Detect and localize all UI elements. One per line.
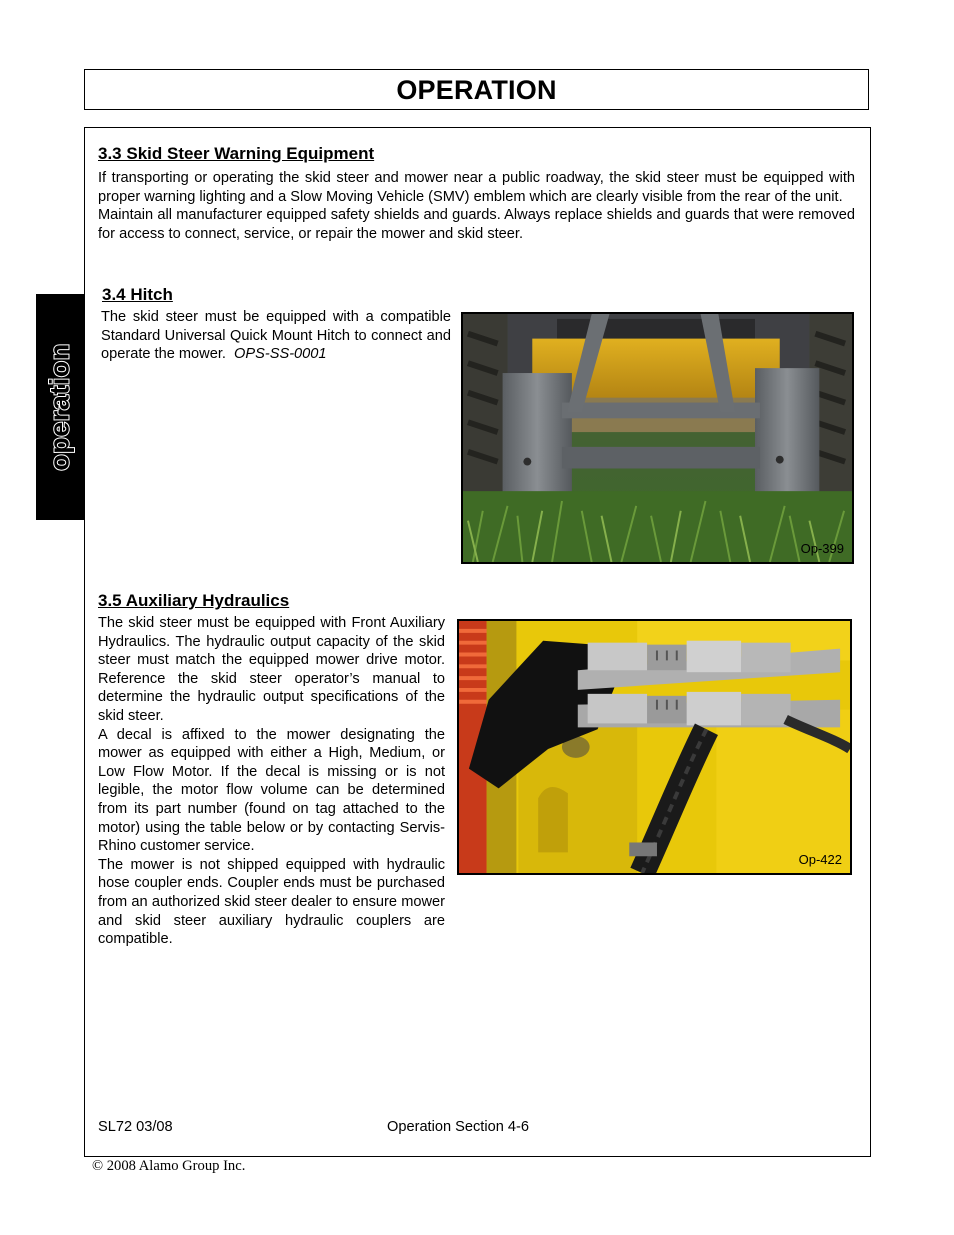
paragraph: Maintain all manufacturer equipped safety shields and guards. Always replace shields and guards that were removed for access to connect, service, or repair the mower and skid steer. [98,207,855,242]
paragraph: The mower is not shipped equipped with hydraulic hose coupler ends. Coupler ends must be purchased from an authorized skid steer dealer to ensure mower and skid steer auxiliary hydraulic couplers are compatible. [98,856,445,948]
footer-model-date: SL72 03/08 [98,1119,173,1135]
paragraph: The skid steer must be equipped with Front Auxiliary Hydraulics. The hydraulic output capacity of the skid steer must match the equipped mower drive motor. Reference the skid steer operator’s manual to determine the hydraulic output specifications of the skid steer. [98,615,445,724]
paragraph: A decal is affixed to the mower designating the mower as equipped with either a High, Medium, or Low Flow Motor. If the decal is missing or is not legible, the motor flow volume can be determined from its part number (found on tag attached to the motor) using the table below or by contacting Servis-Rhino customer service. [98,726,445,855]
paragraph: If transporting or operating the skid steer and mower near a public roadway, the skid steer must be equipped with proper warning lighting and a Slow Moving Vehicle (SMV) emblem which are clearly visible from the rear of the unit. [98,170,855,205]
heading-auxiliary-hydraulics: 3.5 Auxiliary Hydraulics [98,591,290,610]
hydraulics-photo [457,619,852,875]
hitch-photo [461,312,854,564]
hitch-body [101,308,451,364]
page-title: OPERATION [396,75,557,105]
auxiliary-hydraulics-body [98,614,445,949]
section-side-tab [36,294,84,520]
page-header [84,69,869,110]
side-tab-label: operation [44,343,75,471]
skid-steer-warning-body [98,169,855,243]
photo-label: Op-422 [798,852,842,867]
heading-hitch: 3.4 Hitch [102,285,173,304]
hitch-photo-image [463,314,852,562]
footer-section-page: Operation Section 4-6 [387,1119,529,1135]
copyright-notice: © 2008 Alamo Group Inc. [92,1158,246,1174]
hitch-text: The skid steer must be equipped with a compatible Standard Universal Quick Mount Hitch to connect and operate the mower. [101,309,451,363]
photo-label: Op-399 [800,541,844,556]
hydraulics-photo-image [459,621,850,873]
reference-code: OPS-SS-0001 [234,346,327,363]
heading-skid-steer-warning: 3.3 Skid Steer Warning Equipment [98,144,375,163]
